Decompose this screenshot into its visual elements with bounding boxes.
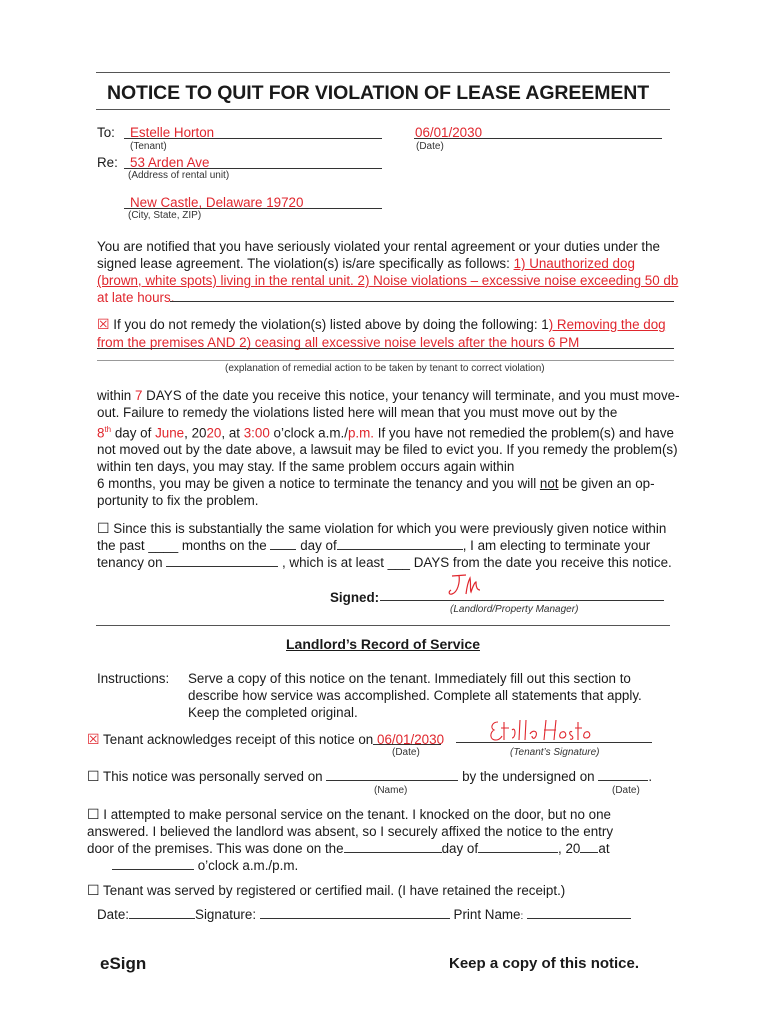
para2-line7: portunity to fix the problem. [97, 493, 259, 509]
pm-field[interactable]: p.m. [347, 425, 374, 441]
personal-checkbox[interactable]: ☐ [87, 768, 100, 784]
footer-note: Keep a copy of this notice. [449, 955, 640, 972]
ack-checkbox[interactable]: ☒ [87, 731, 100, 747]
mail-date-label: Date: [97, 907, 130, 922]
attempt-4: o’clock a.m./p.m. [197, 858, 299, 873]
landlord-signature-image [446, 570, 486, 600]
attempt-2: answered. I believed the landlord was absent, so I securely affixed the notice to the entry [87, 824, 614, 839]
ack-date-caption: (Date) [392, 747, 420, 758]
address-caption: (Address of rental unit) [128, 170, 230, 181]
repeat-line1: Since this is substantially the same violation for which you were previously given notice within [113, 521, 667, 536]
remedy-rule [97, 360, 674, 361]
signed-label: Signed: [330, 590, 380, 605]
mail-signature-label: Signature: [195, 907, 257, 922]
print-name-field[interactable] [527, 918, 631, 919]
personal-a: This notice was personally served on [103, 769, 323, 784]
attempt-checkbox[interactable]: ☐ [87, 806, 100, 822]
violations-field-1[interactable]: 1) Unauthorized dog [513, 256, 635, 271]
violations-field-2[interactable]: (brown, white spots) living in the rental unit. 2) Noise violations – excessive noise exceeding 50 db [97, 273, 679, 288]
record-title: Landlord’s Record of Service [286, 636, 480, 652]
repeat-line2b: day of [300, 538, 337, 553]
address-line1-field[interactable]: 53 Arden Ave [130, 155, 210, 170]
instructions-2: describe how service was accomplished. Complete all statements that apply. [188, 688, 642, 703]
violations-field-3[interactable]: at late hours. [97, 290, 175, 305]
para2-line2: out. Failure to remedy the violations listed here will mean that you must move out by the [97, 405, 618, 420]
signed-caption: (Landlord/Property Manager) [450, 604, 579, 615]
attempt-3c: , 20 [558, 841, 581, 856]
tenant-signature-image [486, 714, 596, 746]
tenant-name-underline [124, 138, 382, 139]
notice-date-field[interactable]: 06/01/2030 [415, 125, 483, 140]
ack-text: Tenant acknowledges receipt of this notice on [103, 732, 374, 747]
month-field[interactable]: June [155, 425, 185, 441]
day-field[interactable]: 8 [97, 425, 105, 441]
repeat-month-field[interactable] [337, 549, 463, 550]
tenancy-end-field[interactable] [166, 566, 278, 567]
repeat-paragraph [97, 520, 677, 571]
top-rule [96, 72, 670, 73]
year-field[interactable]: 20 [206, 425, 222, 441]
repeat-line3a: tenancy on [97, 555, 163, 570]
name-caption: (Name) [374, 785, 408, 796]
notice-intro-text: You are notified that you have seriously violated your rental agreement or your duties under the signed lease agreement. The violation(s) is/are specifically as follows: [97, 239, 661, 271]
city-caption: (City, State, ZIP) [128, 210, 202, 221]
remedy-field-2[interactable]: from the premises AND 2) ceasing all excessive noise levels after the hours 6 PM [97, 335, 580, 350]
ack-sig-caption: (Tenant’s Signature) [510, 747, 600, 758]
para2-line6b: be given an op- [562, 476, 655, 492]
remedy-caption: (explanation of remedial action to be taken by tenant to correct violation) [225, 363, 545, 374]
para2-line4: not moved out by the date above, a lawsuit may be filed to evict you. If you remedy the problem(s) [97, 442, 678, 458]
attempt-time-field[interactable] [112, 869, 194, 870]
repeat-line2c: , I am electing to terminate your [462, 538, 651, 553]
para2-l3d: If you have not remedied the problem(s) and have [377, 425, 674, 441]
to-label: To: [97, 125, 115, 140]
address-line2-underline [124, 208, 382, 209]
attempt-3a: door of the premises. This was done on the [87, 841, 344, 856]
tenant-name-field[interactable]: Estelle Horton [130, 125, 215, 140]
print-name-colon: : [520, 911, 524, 922]
personal-date-field[interactable] [598, 780, 648, 781]
ack-date-field[interactable]: 06/01/2030 [377, 732, 445, 747]
within-b: DAYS of the date you receive this notice, your tenancy will terminate, and you must move- [146, 388, 680, 403]
remedy-checkbox[interactable]: ☒ [97, 316, 110, 332]
remedy-intro: If you do not remedy the violation(s) listed above by doing the following: 1 [113, 317, 549, 332]
violations-underline [170, 301, 674, 302]
day-suffix: th [104, 425, 112, 434]
landlord-signature-field[interactable] [380, 600, 664, 601]
time-field[interactable]: 3:00 [243, 425, 270, 441]
ack-date-underline [373, 744, 441, 745]
para2-not: not [539, 476, 559, 492]
attempt-paragraph [87, 806, 687, 874]
record-rule [96, 625, 670, 626]
date-caption: (Date) [416, 141, 444, 152]
attempt-3d: at [598, 841, 610, 856]
personal-name-field[interactable] [326, 780, 458, 781]
attempt-year-field[interactable] [580, 852, 598, 853]
para2-line5: within ten days, you may stay. If the same problem occurs again within [97, 459, 515, 475]
instructions-3: Keep the completed original. [188, 705, 358, 720]
mail-line [87, 882, 565, 899]
termination-paragraph [97, 387, 680, 509]
instructions-label: Instructions: [97, 671, 170, 686]
notice-intro [97, 238, 671, 272]
mail-text: Tenant was served by registered or certified mail. (I have retained the receipt.) [103, 883, 566, 898]
remedy-underline-1 [97, 348, 674, 349]
repeat-line3b: , which is at least ___ DAYS from the date you receive this notice. [281, 555, 672, 570]
title-rule [96, 109, 670, 110]
personal-line [87, 768, 652, 785]
within-a: within [97, 388, 132, 403]
para2-l3b: , at [221, 425, 240, 441]
mail-fields-line [97, 906, 631, 925]
days-field[interactable]: 7 [134, 388, 143, 403]
attempt-3b: day of [441, 841, 479, 856]
repeat-day-field[interactable] [270, 549, 296, 550]
attempt-1: I attempted to make personal service on the tenant. I knocked on the door, but no one [103, 807, 611, 822]
attempt-day-field[interactable] [344, 852, 442, 853]
personal-c: . [648, 769, 653, 784]
personal-b: by the undersigned on [462, 769, 595, 784]
print-name-label: Print Name [453, 907, 521, 922]
mail-date-field[interactable] [129, 918, 195, 919]
remedy-line-1 [97, 316, 666, 333]
re-label: Re: [97, 155, 118, 170]
page-title: NOTICE TO QUIT FOR VIOLATION OF LEASE AGREEMENT [107, 82, 650, 104]
para2-l3a: day of [114, 425, 152, 441]
instructions-1: Serve a copy of this notice on the tenant. Immediately fill out this section to [188, 671, 631, 686]
ack-line [87, 731, 444, 748]
address-line1-underline [124, 168, 382, 169]
attempt-month-field[interactable] [478, 852, 558, 853]
remedy-field-1[interactable]: ) Removing the dog [548, 317, 666, 332]
para2-l3c: o’clock a.m./ [273, 425, 348, 441]
repeat-checkbox[interactable]: ☐ [97, 520, 110, 536]
mail-checkbox[interactable]: ☐ [87, 882, 100, 898]
para2-line6a: 6 months, you may be given a notice to terminate the tenancy and you will [97, 476, 537, 492]
tenant-caption: (Tenant) [130, 141, 167, 152]
esign-logo: eSign [100, 954, 147, 973]
address-line2-field[interactable]: New Castle, Delaware 19720 [130, 195, 304, 210]
year-prefix: , 20 [184, 425, 207, 441]
date-caption-2: (Date) [612, 785, 640, 796]
notice-date-underline [414, 138, 662, 139]
mail-signature-field[interactable] [260, 918, 450, 919]
repeat-line2a: the past ____ months on the [97, 538, 267, 553]
